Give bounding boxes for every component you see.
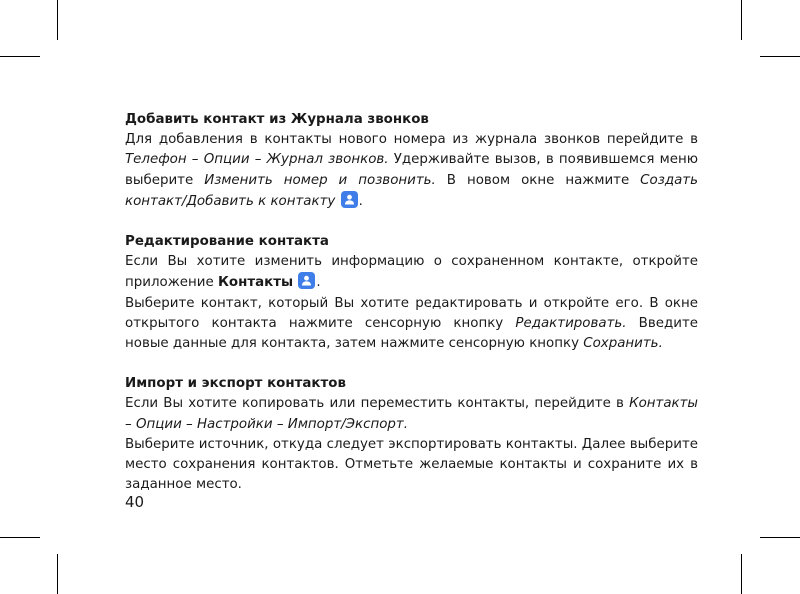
paragraph [125,130,698,212]
text: В новом окне нажмите [435,172,641,188]
text: Удерживайте вызов, в появившемся меню выберите [125,152,698,188]
menu-path: Телефон – Опции – Журнал звонков. [125,152,389,168]
text: . [316,275,321,291]
page-number: 40 [125,493,145,511]
paragraph [125,294,698,355]
contacts-app-icon [341,191,358,208]
paragraph [125,252,698,293]
page-content [125,110,698,495]
section-heading: Редактирование контакта [125,234,329,250]
section-heading: Импорт и экспорт контактов [125,376,346,392]
menu-path: Контакты – Опции – Настройки – Импорт/Экспорт. [125,396,698,432]
menu-item: Создать контакт/Добавить к контакту [125,172,698,209]
paragraph [125,394,698,434]
crop-mark [57,554,58,594]
text: Введите новые данные для контакта, затем нажмите сенсорную кнопку [125,315,699,352]
text: Для добавления в контакты нового номера из журнала звонков перейдите в [125,132,698,148]
text: . [358,193,363,209]
crop-mark [760,56,800,57]
text: Если Вы хотите копировать или переместить контакты, перейдите в [125,396,630,412]
paragraph: Выберите источник, откуда следует экспортировать контакты. Далее выберите место сохранения контактов. Отметьте желаемые контакты и сохраните их в заданное место. [125,436,698,493]
section-heading: Добавить контакт из Журнала звонков [125,112,429,127]
contacts-app-icon [298,272,315,289]
app-name: Контакты [217,275,294,291]
text: Если Вы хотите изменить информацию о сохраненном контакте, откройте приложение [125,254,698,291]
crop-mark [760,537,800,538]
button-name: Сохранить. [583,336,663,352]
crop-mark [0,56,40,57]
crop-mark [741,554,742,594]
text: Выберите контакт, который Вы хотите редактировать и откройте его. В окне открытого контакта нажмите сенсорную кнопку [125,295,698,331]
crop-mark [0,537,40,538]
menu-item: Изменить номер и позвонить. [204,172,436,188]
crop-mark [741,0,742,40]
crop-mark [57,0,58,40]
button-name: Редактировать. [515,315,627,331]
